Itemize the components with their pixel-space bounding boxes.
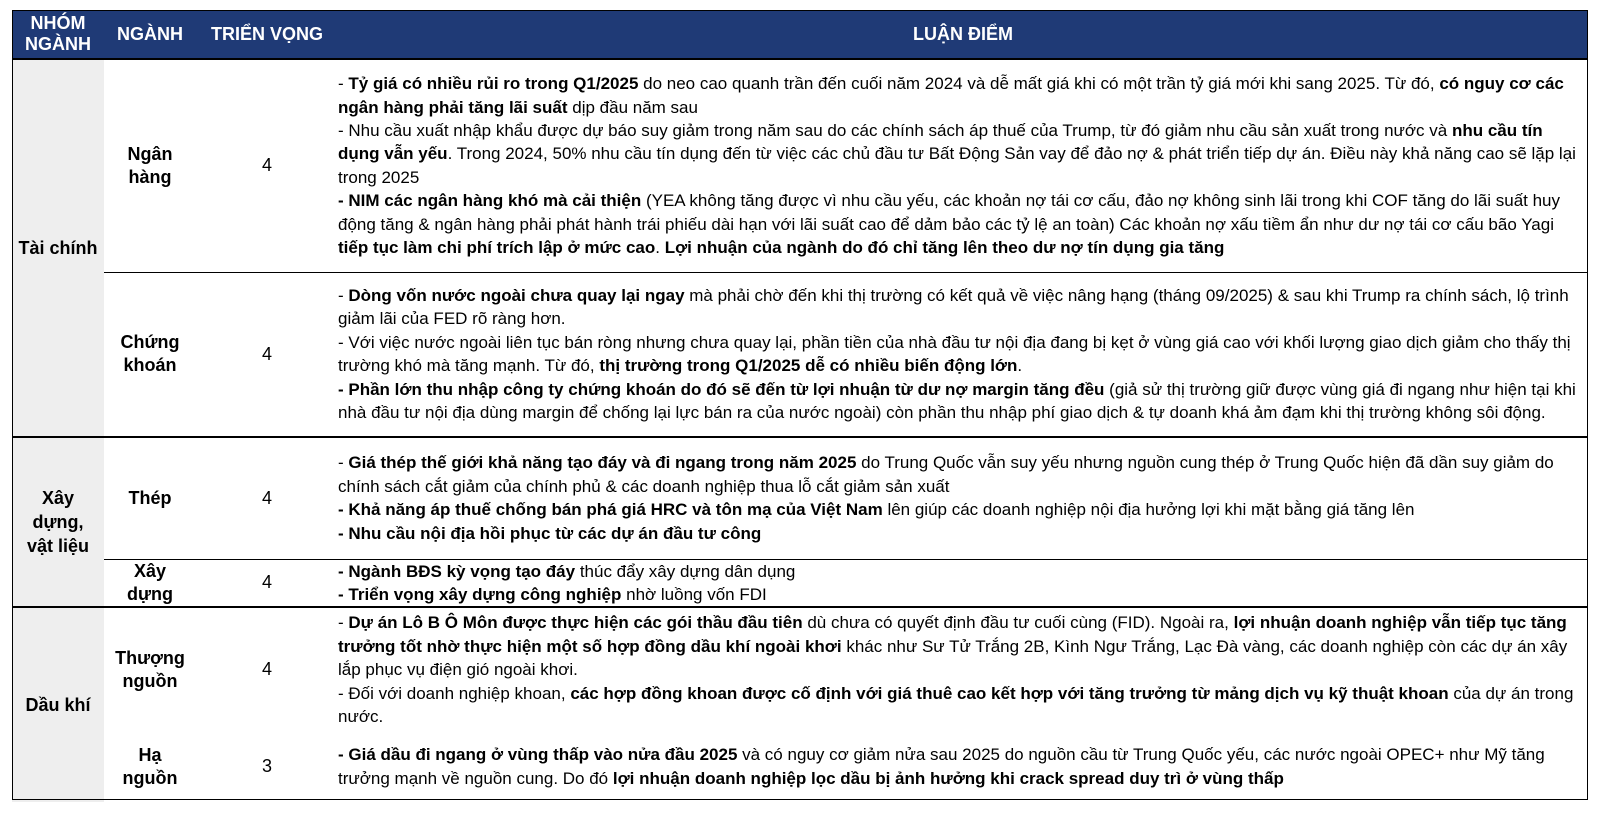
industry-name-line: Thép (128, 487, 172, 508)
table-row (12, 437, 1588, 559)
thesis-text-bold: Dòng vốn nước ngoài chưa quay lại ngay (348, 286, 685, 306)
thesis-text: - (338, 286, 349, 306)
thesis-text: . (655, 237, 665, 257)
table-row (12, 559, 1588, 607)
thesis-point (338, 331, 1588, 378)
thesis-text-bold: nhu cầu tín dụng vẫn yếu (338, 120, 1543, 164)
thesis-text: . (1017, 356, 1023, 376)
thesis-text: do Trung Quốc vẫn suy yếu nhưng nguồn cung thép ở Trung Quốc hiện đã dần suy giảm do chính sách cắt giảm của chính phủ & các doanh nghiệp thua lỗ cắt giảm sản xuất (338, 453, 1554, 496)
thesis-text: . Trong 2024, 50% nhu cầu tín dụng đến từ việc các chủ đầu tư Bất Động Sản vay để đảo nợ & phát triển tiếp dự án. Điều này khả năng cao sẽ lặp lại trong 2025 (338, 144, 1576, 187)
thesis-text-bold: thị trường trong Q1/2025 dễ có nhiều biến động lớn (599, 356, 1018, 376)
thesis-text: lên giúp các doanh nghiệp nội địa hưởng lợi khi mặt bằng giá tăng lên (882, 500, 1415, 520)
industry-name-line: dựng (126, 583, 174, 604)
thesis-text-bold: - Khả năng áp thuế chống bán phá giá HRC và tôn mạ của Việt Nam (338, 500, 883, 520)
table-row (12, 731, 1588, 802)
table-row (12, 607, 1588, 731)
industry-cell (104, 272, 196, 437)
outlook-score: 4 (196, 437, 338, 559)
header-thesis: LUẬN ĐIỂM (338, 10, 1588, 59)
thesis-text: (giả sử thị trường giữ được vùng giá đi ngang như hiện tại khi nhà đầu tư nội địa dùng margin để chống lại lực bán ra của nước ngoài) còn phần thu nhập phí giao dịch & tự doanh khá ảm đạm khi thị trường không sôi động. (338, 379, 1576, 423)
thesis-point (338, 560, 1588, 583)
thesis-cell (338, 731, 1588, 802)
thesis-point (338, 583, 1588, 606)
thesis-text-bold: có nguy cơ các ngân hàng phải tăng lãi suất (338, 74, 1564, 117)
industry-name-line: khoán (123, 355, 177, 376)
thesis-text-bold: lợi nhuận doanh nghiệp lọc dầu bị ảnh hưởng khi crack spread duy trì ở vùng thấp (612, 768, 1284, 788)
thesis-text-bold: Dự án Lô B Ô Môn được thực hiện các gói thầu đầu tiên (348, 613, 803, 633)
industry-cell (104, 559, 196, 607)
industry-name-line: Chứng (120, 332, 180, 353)
industry-name-line: Hạ (138, 744, 162, 765)
thesis-cell (338, 59, 1588, 272)
thesis-text: do neo cao quanh trần đến cuối năm 2024 và dễ mất giá khi có một trần tỷ giá mới khi sang 2025. Từ đó, (638, 74, 1440, 94)
thesis-point (338, 119, 1588, 189)
group-name-line: Xây (41, 488, 75, 509)
industry-cell (104, 437, 196, 559)
table-row (12, 59, 1588, 272)
header-industry: NGÀNH (104, 10, 196, 59)
thesis-text-bold: tiếp tục làm chi phí trích lập ở mức cao (338, 237, 656, 257)
group-cell (12, 607, 104, 802)
thesis-text-bold: - Giá dầu đi ngang ở vùng thấp vào nửa đầu 2025 (338, 745, 738, 765)
thesis-text: dù chưa có quyết định đầu tư cuối cùng (FID). Ngoài ra, (802, 613, 1234, 633)
sector-outlook-table (12, 10, 1588, 802)
thesis-text-bold: - Phần lớn thu nhập công ty chứng khoán do đó sẽ đến từ lợi nhuận từ dư nợ margin tăng đều (338, 379, 1105, 399)
group-name-line: Tài chính (18, 238, 98, 258)
thesis-point (338, 682, 1588, 729)
thesis-point (338, 189, 1588, 259)
thesis-text-bold: các hợp đồng khoan được cố định với giá thuê cao kết hợp với tăng trưởng từ mảng dịch vụ kỹ thuật khoan (570, 683, 1449, 703)
industry-name-line: nguồn (122, 670, 178, 691)
thesis-cell (338, 559, 1588, 607)
thesis-text-bold: Tỷ giá có nhiều rủi ro trong Q1/2025 (348, 74, 639, 94)
thesis-text-bold: - Nhu cầu nội địa hồi phục từ các dự án đầu tư công (338, 523, 762, 543)
group-cell (12, 59, 104, 437)
thesis-point (338, 284, 1588, 331)
thesis-text: - Đối với doanh nghiệp khoan, (338, 683, 571, 703)
thesis-text-bold: Giá thép thế giới khả năng tạo đáy và đi ngang trong năm 2025 (348, 453, 857, 473)
group-name-line: dựng, (32, 512, 84, 533)
thesis-point (338, 72, 1588, 119)
header-group (12, 10, 104, 59)
thesis-point (338, 522, 1588, 545)
outlook-score: 3 (261, 756, 272, 777)
outlook-score: 4 (196, 59, 338, 272)
thesis-point (338, 451, 1588, 498)
thesis-text: nhờ luồng vốn FDI (621, 584, 767, 604)
thesis-cell (338, 437, 1588, 559)
thesis-text-bold: - NIM các ngân hàng khó mà cải thiện (338, 191, 642, 211)
industry-name-line: Thượng (115, 647, 185, 668)
thesis-text: - (338, 453, 349, 473)
thesis-text: - Nhu cầu xuất nhập khẩu được dự báo suy giảm trong năm sau do các chính sách áp thuế của Trump, từ đó giảm nhu cầu sản xuất trong nước và (338, 120, 1452, 140)
industry-name-line: Xây (133, 560, 167, 581)
thesis-text-bold: - Ngành BĐS kỳ vọng tạo đáy (338, 561, 576, 581)
thesis-text: và có nguy cơ giảm nửa sau 2025 do nguồn cầu từ Trung Quốc yếu, các nước ngoài OPEC+ như Mỹ tăng trưởng mạnh về nguồn cung. Do đó (338, 745, 1545, 788)
outlook-score: 4 (196, 272, 338, 437)
outlook-score: 4 (196, 559, 338, 607)
table-row (12, 272, 1588, 437)
thesis-text: dịp đầu năm sau (567, 97, 698, 117)
thesis-text: - Với việc nước ngoài liên tục bán ròng nhưng chưa quay lại, phần tiền của nhà đầu tư nội địa đang bị kẹt ở vùng giá cao với khối lượng giao dịch giảm cho thấy thị trường khó mà tăng mạnh. Từ đó, (338, 332, 1571, 376)
thesis-text: - (338, 74, 349, 94)
thesis-point (338, 611, 1588, 681)
thesis-text: thúc đẩy xây dựng dân dụng (575, 561, 796, 581)
group-cell (12, 437, 104, 607)
thesis-text-bold: - Triển vọng xây dựng công nghiệp (338, 584, 622, 604)
group-name-line: Dầu khí (25, 695, 91, 716)
header-group-line: NGÀNH (25, 34, 91, 54)
thesis-point (338, 378, 1588, 425)
thesis-cell (338, 272, 1588, 437)
industry-name-line: hàng (128, 166, 172, 187)
thesis-text: của dự án trong nước. (338, 683, 1574, 726)
header-row (12, 10, 1588, 59)
thesis-point (338, 743, 1588, 790)
industry-name-line: Ngân (127, 143, 173, 164)
thesis-text: (YEA không tăng được vì nhu cầu yếu, các khoản nợ tái cơ cấu, đảo nợ không sinh lãi trong khi COF tăng do lãi suất huy động tăng & ngân hàng phải phát hành trái phiếu dài hạn với lãi suất cao để dảm bảo các tỷ lệ an toàn) Các khoản nợ xấu tiềm ẩn như dư nợ tái cơ cấu bão Yagi (338, 191, 1561, 234)
industry-name-line: nguồn (122, 767, 178, 788)
outlook-score: 4 (261, 659, 272, 680)
thesis-text: mà phải chờ đến khi thị trường có kết quả về việc nâng hạng (tháng 09/2025) & sau khi Trump ra chính sách, lộ trình giảm lãi của FED rõ ràng hơn. (338, 286, 1569, 329)
industry-cell (104, 731, 196, 802)
thesis-text-bold: lợi nhuận doanh nghiệp vẫn tiếp tục tăng trưởng tốt nhờ thực hiện một số hợp đồng dầu khí ngoài khơi (338, 613, 1567, 656)
thesis-point (338, 498, 1588, 521)
header-outlook: TRIỂN VỌNG (196, 10, 338, 59)
industry-cell (104, 607, 196, 731)
thesis-text: khác như Sư Tử Trắng 2B, Kình Ngư Trắng, Lạc Đà vàng, các doanh nghiệp còn các dự án xây lắp phục vụ điện gió ngoài khơi. (338, 636, 1568, 680)
thesis-text-bold: Lợi nhuận của ngành do đó chỉ tăng lên theo dư nợ tín dụng gia tăng (664, 237, 1225, 257)
thesis-cell (338, 607, 1588, 731)
thesis-text: - (338, 613, 349, 633)
industry-cell (104, 59, 196, 272)
header-group-line: NHÓM (30, 13, 86, 33)
group-name-line: vật liệu (26, 536, 90, 557)
